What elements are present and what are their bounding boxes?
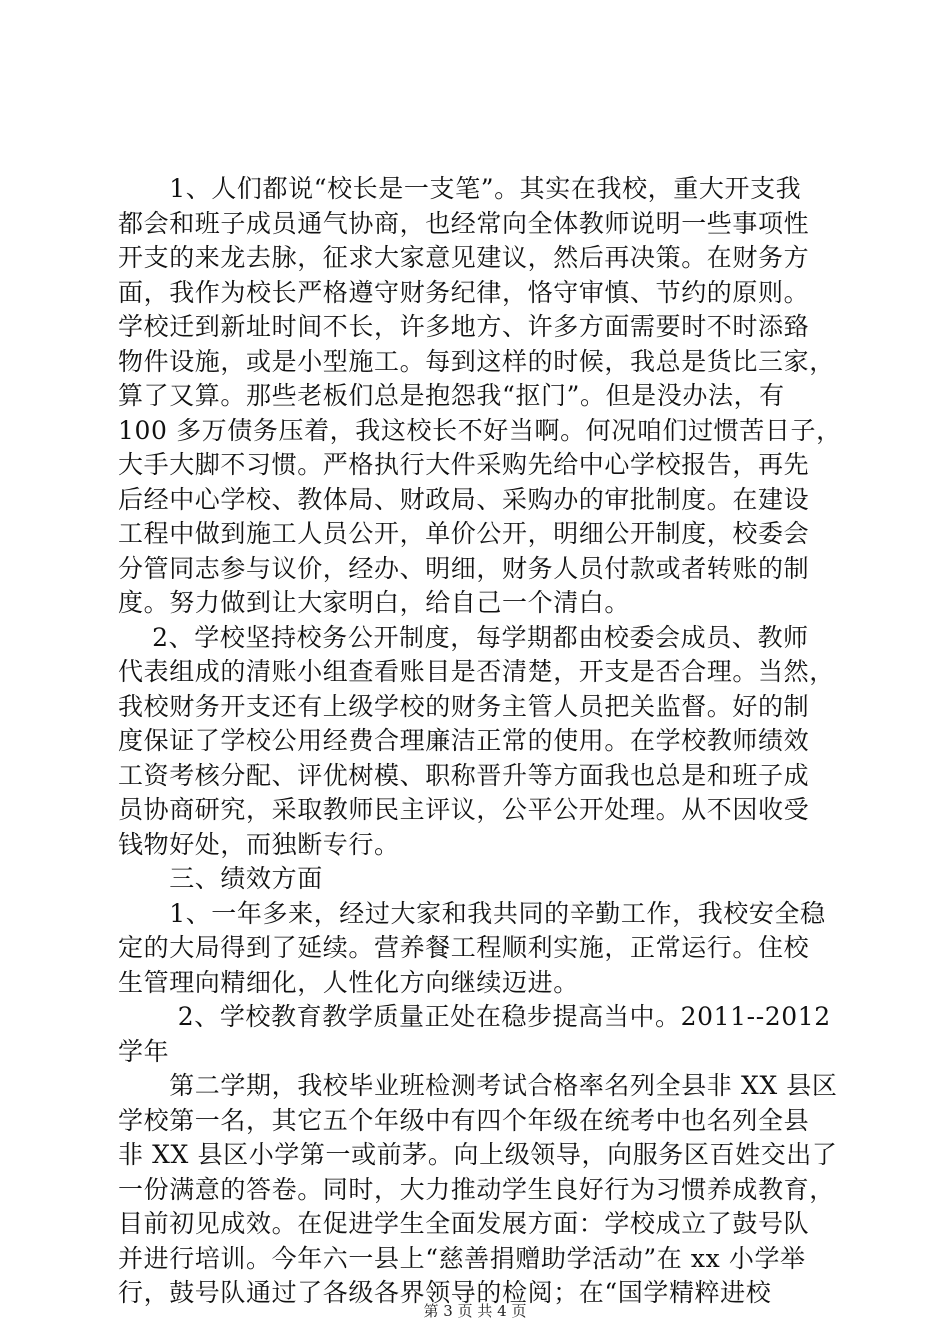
text-line: 分管同志参与议价，经办、明细，财务人员付款或者转账的制 bbox=[118, 553, 810, 583]
text-line: 代表组成的清账小组查看账目是否清楚，开支是否合理。当然， bbox=[118, 657, 835, 686]
text-line: 行，鼓号队通过了各级各界领导的检阅；在“国学精粹进校 bbox=[118, 1278, 772, 1307]
text-line: 开支的来龙去脉，征求大家意见建议，然后再决策。在财务方 bbox=[118, 243, 810, 272]
document-body bbox=[118, 172, 842, 1311]
text-line: 一份满意的答卷。同时，大力推动学生良好行为习惯养成教育， bbox=[118, 1174, 835, 1204]
text-line: 学校第一名，其它五个年级中有四个年级在统考中也名列全县 bbox=[118, 1105, 810, 1135]
text-line: 后经中心学校、教体局、财政局、采购办的审批制度。在建设 bbox=[118, 484, 810, 514]
text-line: 定的大局得到了延续。营养餐工程顺利实施，正常运行。住校 bbox=[118, 933, 810, 962]
text-line: 钱物好处，而独断专行。 bbox=[118, 829, 400, 859]
text-line: 物件设施，或是小型施工。每到这样的时候，我总是货比三家， bbox=[118, 346, 835, 376]
text-line: 2、学校坚持校务公开制度，每学期都由校委会成员、教师 bbox=[118, 622, 809, 652]
text-line: 100 多万债务压着，我这校长不好当啊。何况咱们过惯苦日子， bbox=[118, 415, 842, 445]
text-line: 非 XX 县区小学第一或前茅。向上级领导，向服务区百姓交出了 bbox=[118, 1140, 838, 1169]
section-heading: 三、绩效方面 bbox=[118, 864, 323, 893]
text-line: 算了又算。那些老板们总是抱怨我“抠门”。但是没办法，有 bbox=[118, 381, 785, 410]
text-line: 都会和班子成员通气协商，也经常向全体教师说明一些事项性 bbox=[118, 208, 810, 238]
text-line: 生管理向精细化，人性化方向继续迈进。 bbox=[118, 967, 579, 997]
text-line: 面，我作为校长严格遵守财务纪律，恪守审慎、节约的原则。 bbox=[118, 277, 810, 307]
text-line: 2、学校教育教学质量正处在稳步提高当中。2011--2012 bbox=[118, 1002, 831, 1031]
text-line: 学校迁到新址时间不长，许多地方、许多方面需要时不时添臵 bbox=[118, 312, 810, 341]
text-line: 工程中做到施工人员公开，单价公开，明细公开制度，校委会 bbox=[118, 519, 810, 548]
text-line: 并进行培训。今年六一县上“慈善捐赠助学活动”在 xx 小学举 bbox=[118, 1243, 806, 1273]
text-line: 度。努力做到让大家明白，给自己一个清白。 bbox=[118, 588, 631, 617]
text-line: 度保证了学校公用经费合理廉洁正常的使用。在学校教师绩效 bbox=[118, 726, 810, 755]
text-line: 1、人们都说“校长是一支笔”。其实在我校，重大开支我 bbox=[118, 174, 802, 203]
text-line: 学年 bbox=[118, 1036, 170, 1066]
text-line: 第二学期，我校毕业班检测考试合格率名列全县非 XX 县区 bbox=[118, 1071, 838, 1100]
page-number: 第 3 页 共 4 页 bbox=[423, 1302, 527, 1320]
text-line: 工资考核分配、评优树模、职称晋升等方面我也总是和班子成 bbox=[118, 760, 810, 790]
page-footer bbox=[0, 1300, 950, 1321]
text-line: 我校财务开支还有上级学校的财务主管人员把关监督。好的制 bbox=[118, 691, 810, 721]
text-line: 大手大脚不习惯。严格执行大件采购先给中心学校报告，再先 bbox=[118, 450, 810, 479]
text-line: 员协商研究，采取教师民主评议，公平公开处理。从不因收受 bbox=[118, 795, 810, 824]
text-line: 目前初见成效。在促进学生全面发展方面：学校成立了鼓号队 bbox=[118, 1209, 810, 1238]
text-line: 1、一年多来，经过大家和我共同的辛勤工作，我校安全稳 bbox=[118, 898, 826, 928]
